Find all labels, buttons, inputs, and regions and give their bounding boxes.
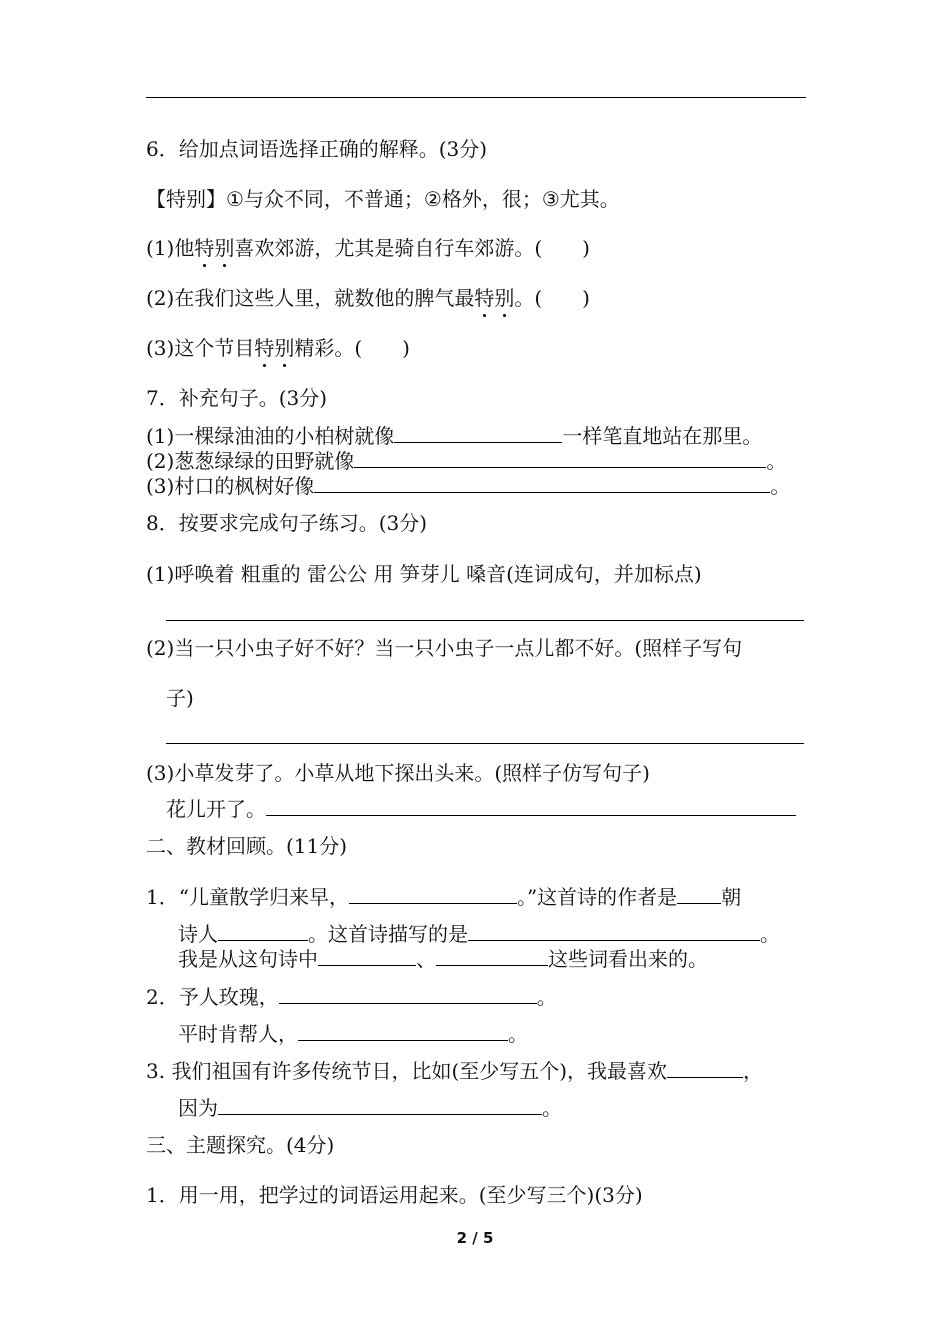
- page-number: 2 / 5: [456, 1229, 494, 1247]
- dotted-char: 别: [274, 336, 295, 360]
- sec2-q1-line3: 我是从这句诗中 、 这些词看出来的。: [178, 947, 708, 971]
- sec2-q3-line2: 因为 。: [178, 1096, 562, 1120]
- dotted-char: 特: [474, 286, 495, 310]
- fill-blank[interactable]: [667, 1059, 743, 1078]
- fill-blank[interactable]: [266, 797, 796, 816]
- answer-line[interactable]: [166, 743, 804, 744]
- q6-item-3: (3)这个节目特别精彩。( ): [146, 336, 410, 360]
- fill-blank[interactable]: [314, 474, 770, 493]
- fill-blank[interactable]: [354, 449, 766, 468]
- sec2-q2-line2: 平时肯帮人， 。: [178, 1022, 528, 1046]
- q8-item-1: (1)呼唤着 粗重的 雷公公 用 笋芽儿 嗓音(连词成句，并加标点): [146, 562, 702, 586]
- fill-blank[interactable]: [349, 885, 517, 904]
- fill-blank[interactable]: [279, 985, 537, 1004]
- dotted-char: 特: [194, 236, 215, 260]
- fill-blank[interactable]: [677, 885, 721, 904]
- answer-line[interactable]: [166, 620, 804, 621]
- section2-title: 二、教材回顾。(11分): [146, 834, 348, 858]
- q8-item-3: (3)小草发芽了。小草从地下探出头来。(照样子仿写句子): [146, 761, 650, 785]
- sec2-q2-line1: 2．予人玫瑰， 。: [146, 985, 557, 1009]
- fill-blank[interactable]: [298, 1022, 508, 1041]
- q6-item-1: (1)他特别喜欢郊游，尤其是骑自行车郊游。( ): [146, 236, 590, 260]
- sec3-q1: 1．用一用，把学过的词语运用起来。(至少写三个)(3分): [146, 1183, 643, 1207]
- dotted-char: 别: [494, 286, 515, 310]
- fill-blank[interactable]: [468, 922, 760, 941]
- q6-item-2: (2)在我们这些人里，就数他的脾气最特别。( ): [146, 286, 590, 310]
- dotted-char: 别: [214, 236, 235, 260]
- sec2-q3-line1: 3. 我们祖国有许多传统节日，比如(至少写五个)，我最喜欢 ，: [146, 1059, 764, 1083]
- q8-item-2b: 子): [166, 686, 194, 710]
- sec2-q1-line1: 1．“儿童散学归来早， 。”这首诗的作者是 朝: [146, 885, 742, 909]
- fill-blank[interactable]: [318, 947, 416, 966]
- q7-item-3: (3)村口的枫树好像 。: [146, 474, 791, 498]
- q8-item-2a: (2)当一只小虫子好不好？当一只小虫子一点儿都不好。(照样子写句: [146, 636, 743, 660]
- q7-item-1: (1)一棵绿油油的小柏树就像 一样笔直地站在那里。: [146, 424, 763, 448]
- section3-title: 三、主题探究。(4分): [146, 1133, 335, 1157]
- q8-item-3-prompt: 花儿开了。: [166, 796, 796, 822]
- q7-item-2: (2)葱葱绿绿的田野就像 。: [146, 449, 787, 473]
- q7-title: 7．补充句子。(3分): [146, 386, 328, 410]
- fill-blank[interactable]: [218, 1096, 542, 1115]
- header-rule: [146, 97, 806, 98]
- fill-blank[interactable]: [394, 424, 562, 443]
- q8-title: 8．按要求完成句子练习。(3分): [146, 511, 428, 535]
- q6-title: 6．给加点词语选择正确的解释。(3分): [146, 137, 488, 161]
- fill-blank[interactable]: [218, 922, 308, 941]
- sec2-q1-line2: 诗人 。这首诗描写的是 。: [178, 922, 780, 946]
- fill-blank[interactable]: [436, 947, 548, 966]
- dotted-char: 特: [254, 336, 275, 360]
- q6-definition: 【特别】①与众不同，不普通；②格外，很；③尤其。: [146, 187, 620, 211]
